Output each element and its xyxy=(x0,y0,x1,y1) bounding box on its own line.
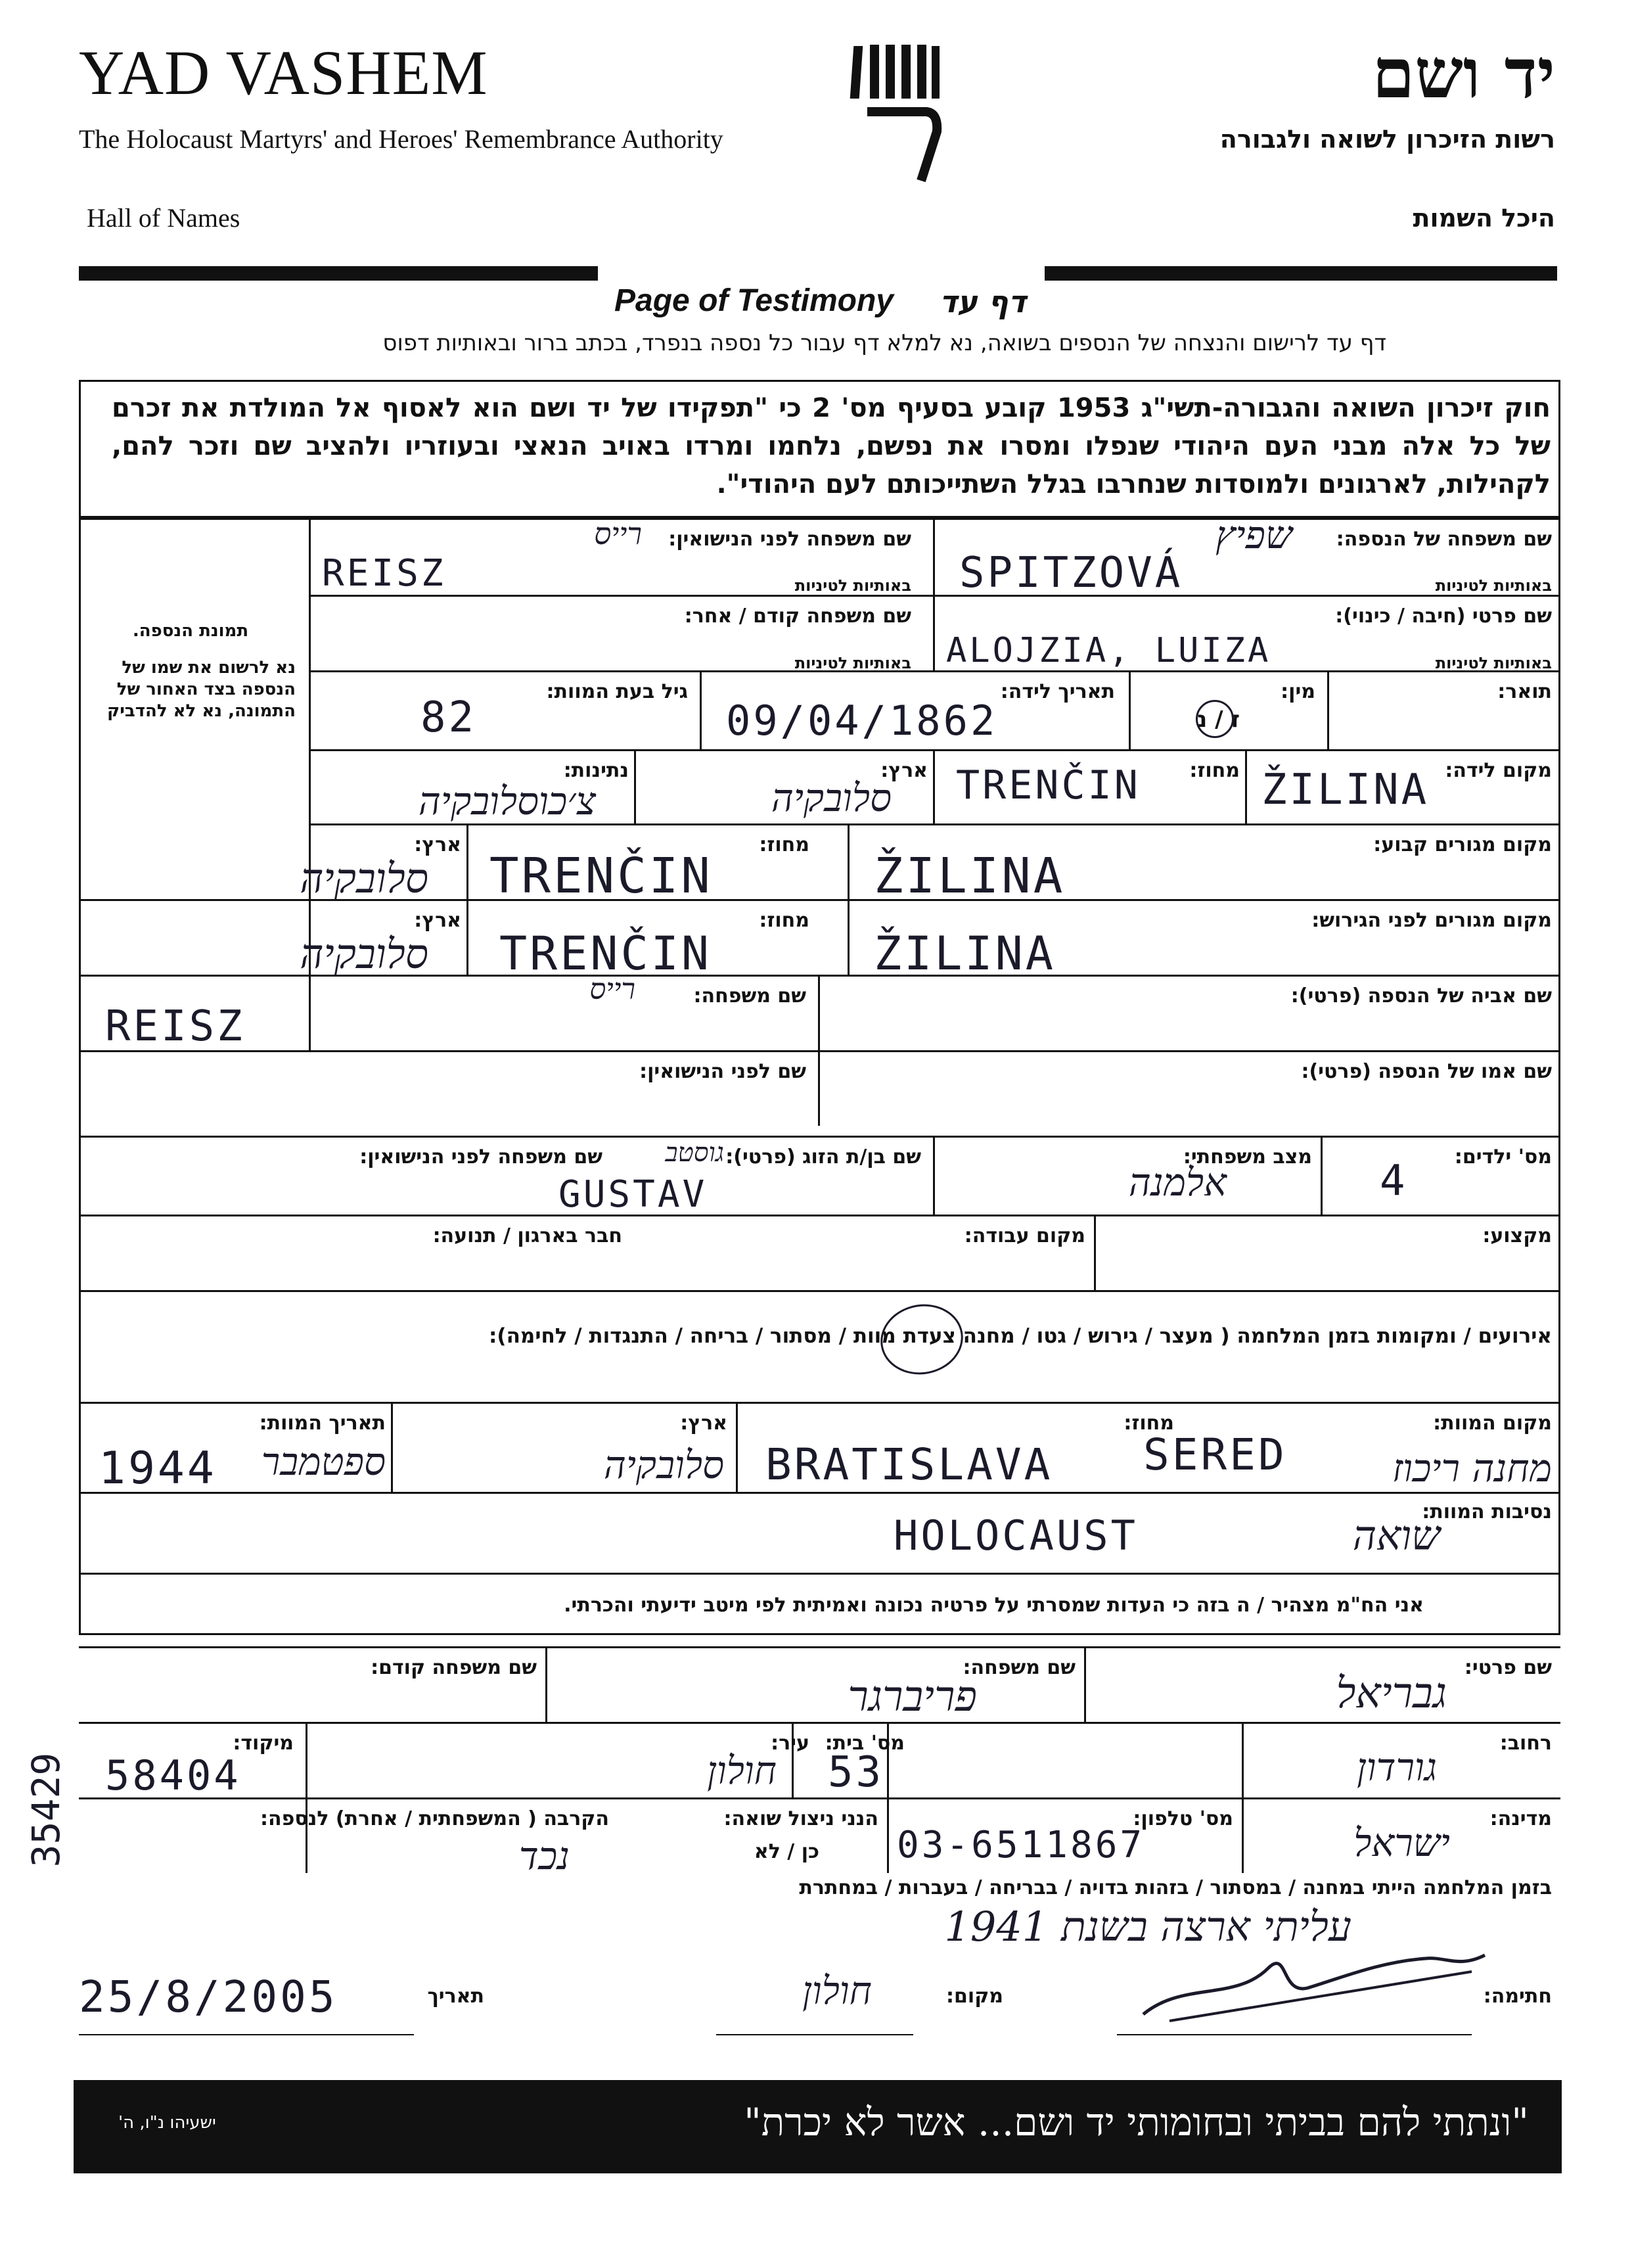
surname-he-value[interactable]: שפיץ xyxy=(1215,513,1292,557)
maiden-he-value[interactable]: רייס xyxy=(594,516,642,551)
sign-date-value[interactable]: 25/8/2005 xyxy=(79,1972,338,2022)
zip-value[interactable]: 58404 xyxy=(105,1751,241,1799)
gender-label: מין: xyxy=(1281,680,1315,703)
org-subtitle-he: רשות הזיכרון לשואה ולגבורה xyxy=(1219,125,1555,154)
birth-place-label: מקום לידה: xyxy=(1445,759,1552,782)
events-label: אירועים / ומקומות בזמן המלחמה ( מעצר / גירוש / גטו / מחנה צעדת מוות / מסתור / בריחה / התנגדות / לחימה): xyxy=(489,1324,1552,1348)
photo-note: נא לרשום את שמו של הנספה בצד האחור של התמונה, נא לא להדביק xyxy=(107,658,296,721)
hall-of-names-en: Hall of Names xyxy=(87,203,240,233)
witness-first-value[interactable]: גבריאל xyxy=(1336,1669,1447,1718)
resb-region-value[interactable]: TRENČIN xyxy=(499,927,712,981)
first-name-latin-label: באותיות לטיניות xyxy=(1435,654,1552,672)
resb-country-value[interactable]: סלובקיה xyxy=(300,930,428,978)
place-label: מקום: xyxy=(946,1985,1003,2008)
street-label: רחוב: xyxy=(1499,1732,1552,1755)
hall-of-names-he: היכל השמות xyxy=(1413,204,1555,233)
res-country-label: ארץ: xyxy=(414,833,461,856)
declaration: אני הח"מ מצהיר / ה בזה כי העדות שמסרתי על פרטיה נכונה ואמיתית לפי מיטב ידיעתי והכרתי. xyxy=(564,1594,1424,1617)
spouse-label: שם בן/ת הזוג (פרטי): xyxy=(725,1146,921,1169)
birth-date-value[interactable]: 09/04/1862 xyxy=(726,697,998,745)
birth-country-value[interactable]: סלובקיה xyxy=(771,775,892,820)
survivor-options[interactable]: כן / לא xyxy=(754,1840,819,1863)
birth-place-value[interactable]: ŽILINA xyxy=(1261,766,1430,814)
resb-region-label: מחוז: xyxy=(759,909,809,932)
death-place-label: מקום המוות: xyxy=(1433,1412,1552,1435)
maiden-latin-label: באותיות לטיניות xyxy=(794,576,911,595)
workplace-label: מקום עבודה: xyxy=(964,1224,1085,1247)
father-label: שם אביה של הנספה (פרטי): xyxy=(1290,984,1552,1007)
prev-surname-label: שם משפחה קודם / אחר: xyxy=(684,605,911,628)
member-label: חבר בארגון / תנועה: xyxy=(432,1224,622,1247)
phone-label: מס' טלפון: xyxy=(1133,1807,1233,1830)
birth-date-label: תאריך לידה: xyxy=(1000,680,1115,703)
law-text: חוק זיכרון השואה והגבורה-תשי"ג 1953 קובע בסעיף מס' 2 כי "תפקידו של יד ושם הוא לאסוף אל המולדת את זכרם של כל אלה מבני העם היהודי שנפלו ומסרו את נפשם, נלחמו ומרדו באויב הנאצי ובעוזריו ולהציב שם וזכר להם, לקהילות, לארגונים ולמוסדות שנחרבו בגלל השתייכותם לעם היהודי". xyxy=(112,393,1551,499)
first-name-value[interactable]: ALOJZIA, LUIZA xyxy=(946,631,1271,670)
first-name-label: שם פרטי (חיבה / כינוי): xyxy=(1335,605,1552,628)
title-label: תואר: xyxy=(1497,680,1552,703)
house-no-value[interactable]: 53 xyxy=(828,1748,884,1797)
residence-before-label: מקום מגורים לפני הגירוש: xyxy=(1311,909,1552,932)
signature-label: חתימה: xyxy=(1483,1985,1552,2008)
father-surname-label: שם משפחה: xyxy=(693,984,806,1007)
death-date-label: תאריך המוות: xyxy=(259,1412,386,1435)
resb-place-value[interactable]: ŽILINA xyxy=(874,927,1056,981)
witness-prev-label: שם משפחה קודם: xyxy=(371,1656,537,1679)
death-country-value[interactable]: סלובקיה xyxy=(603,1443,724,1487)
father-surname-he-value[interactable]: רייס xyxy=(589,973,635,1006)
residence-label: מקום מגורים קבוע: xyxy=(1373,833,1552,856)
death-cause-value[interactable]: HOLOCAUST xyxy=(894,1512,1138,1560)
signature-image xyxy=(1130,1942,1498,2027)
witness-last-label: שם משפחה: xyxy=(963,1656,1076,1679)
profession-label: מקצוע: xyxy=(1482,1224,1552,1247)
survivor-label: הנני ניצול שואה: xyxy=(723,1807,878,1830)
maiden-value[interactable]: REISZ xyxy=(322,552,446,595)
wartime-label: בזמן המלחמה הייתי במחנה / במסתור / בזהות בדויה / בבריחה / בעברות / במחתרת xyxy=(799,1876,1552,1899)
footer-source: ישעיהו נ"ו, ה' xyxy=(118,2113,216,2133)
death-cause-label: נסיבות המוות: xyxy=(1422,1500,1552,1523)
mother-label: שם אמו של הנספה (פרטי): xyxy=(1301,1060,1552,1083)
yad-vashem-logo xyxy=(848,39,946,191)
surname-latin-label: באותיות לטיניות xyxy=(1435,576,1552,595)
death-country-label: ארץ: xyxy=(680,1412,727,1435)
marital-value[interactable]: אלמנה xyxy=(1128,1160,1227,1205)
res-region-value[interactable]: TRENČIN xyxy=(489,848,713,904)
prev-surname-latin-label: באותיות לטיניות xyxy=(794,654,911,672)
spouse-maiden-label: שם משפחה לפני הנישואין: xyxy=(359,1146,602,1169)
marital-label: מצב משפחתי: xyxy=(1183,1146,1312,1169)
resb-country-label: ארץ: xyxy=(414,909,461,932)
age-death-value[interactable]: 82 xyxy=(420,693,477,742)
photo-label: תמונת הנספה. xyxy=(132,621,249,641)
relation-label: הקרבה ( המשפחתית / אחרת) לנספה: xyxy=(260,1807,609,1830)
header-bar-right xyxy=(1045,266,1557,281)
side-number: 35429 xyxy=(24,1752,68,1868)
death-region-value[interactable]: BRATISLAVA xyxy=(765,1439,1053,1490)
gender-circle-icon xyxy=(1196,700,1234,738)
relation-value[interactable]: נכד xyxy=(518,1834,570,1878)
nationality-value[interactable]: צ׳כוסלובקיה xyxy=(418,779,596,823)
city-value[interactable]: חולון xyxy=(707,1748,777,1793)
maiden-label: שם משפחה לפני הנישואין: xyxy=(668,528,911,551)
footer-quote: "ונתתי להם בביתי ובחומותי יד ושם... אשר לא יכרת" xyxy=(744,2100,1529,2144)
witness-first-label: שם פרטי: xyxy=(1464,1656,1552,1679)
house-no-label: מס' בית: xyxy=(825,1732,905,1755)
birth-region-value[interactable]: TRENČIN xyxy=(956,762,1141,808)
age-death-label: גיל בעת המוות: xyxy=(546,680,688,703)
header-bar-left xyxy=(79,266,598,281)
org-name-en: YAD VASHEM xyxy=(79,37,488,108)
death-cause-he-value[interactable]: שואה xyxy=(1352,1512,1440,1560)
zip-label: מיקוד: xyxy=(233,1732,294,1755)
birth-region-label: מחוז: xyxy=(1189,759,1240,782)
org-name-he: יד ושם xyxy=(1372,33,1555,114)
spouse-value[interactable]: GUSTAV xyxy=(558,1173,708,1216)
death-date-he-value[interactable]: ספטמבר xyxy=(261,1439,386,1484)
nationality-label: נתינות: xyxy=(563,759,629,782)
children-label: מס' ילדים: xyxy=(1454,1146,1552,1169)
witness-last-value[interactable]: פריברגר xyxy=(848,1673,977,1721)
death-place-value[interactable]: SERED xyxy=(1143,1429,1287,1480)
country2-label: מדינה: xyxy=(1489,1807,1552,1830)
surname-value[interactable]: SPITZOVÁ xyxy=(959,549,1183,597)
death-year-value[interactable]: 1944 xyxy=(99,1443,217,1494)
mother-maiden-label: שם לפני הנישואין: xyxy=(639,1060,806,1083)
city-label: עיר: xyxy=(771,1732,809,1755)
father-surname-value[interactable]: REISZ xyxy=(105,1002,245,1051)
instructions: דף עד לרישום והנצחה של הנספים בשואה, נא למלא דף עבור כל נספה בנפרד, בכתב ברור ובאותיות דפוס xyxy=(382,330,1386,356)
title-en: Page of Testimony xyxy=(614,283,894,318)
res-place-value[interactable]: ŽILINA xyxy=(874,848,1066,904)
date-label: תאריך xyxy=(427,1985,484,2008)
gender-options[interactable]: ז / נ xyxy=(1196,706,1240,733)
spouse-he-value[interactable]: גוסטב xyxy=(665,1138,724,1168)
country2-value[interactable]: ישראל xyxy=(1353,1820,1450,1865)
death-place-he-value[interactable]: מחנה ריכוז xyxy=(1392,1446,1552,1491)
wartime-note[interactable]: עליתי ארצה בשנת 1941 xyxy=(944,1903,1351,1951)
birth-country-label: ארץ: xyxy=(880,759,928,782)
sign-place-value[interactable]: חולון xyxy=(802,1968,872,2013)
phone-value[interactable]: 03-6511867 xyxy=(897,1824,1145,1866)
surname-label: שם משפחה של הנספה: xyxy=(1336,528,1552,551)
res-region-label: מחוז: xyxy=(759,833,809,856)
children-value[interactable]: 4 xyxy=(1380,1157,1408,1205)
res-country-value[interactable]: סלובקיה xyxy=(300,854,428,902)
street-value[interactable]: גורדון xyxy=(1356,1745,1437,1790)
death-region-label: מחוז: xyxy=(1123,1412,1174,1435)
title-he: דף עד xyxy=(940,284,1026,319)
org-subtitle-en: The Holocaust Martyrs' and Heroes' Remembrance Authority xyxy=(79,124,723,154)
